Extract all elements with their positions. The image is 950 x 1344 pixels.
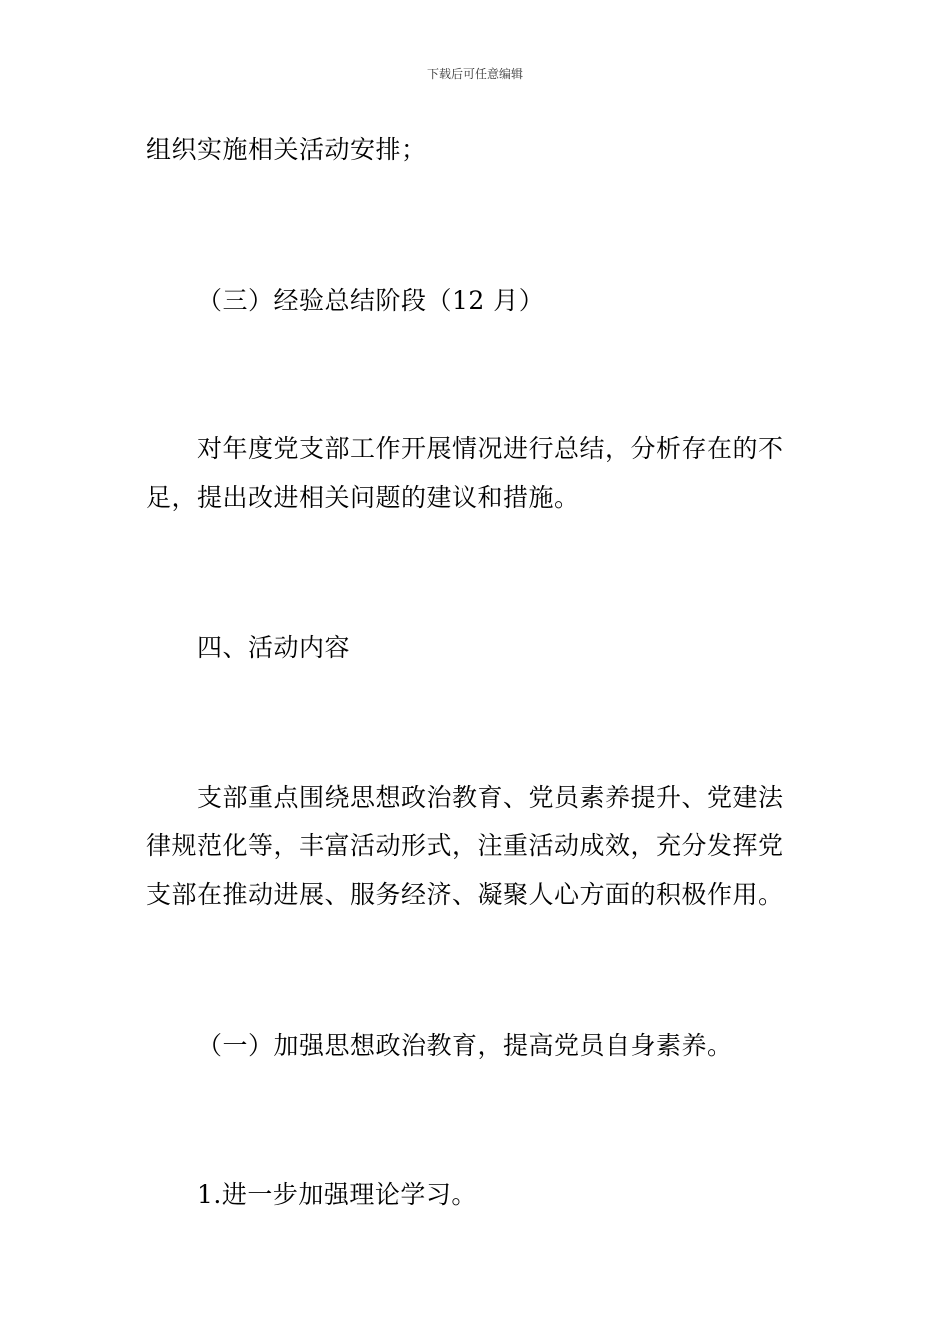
list-item-heading: 1.进一步加强理论学习。 (197, 1180, 477, 1209)
body-line: 组织实施相关活动安排； (146, 135, 427, 164)
paragraph-line: 对年度党支部工作开展情况进行总结，分析存在的不 (197, 434, 784, 463)
paragraph-line: 足，提出改进相关问题的建议和措施。 (146, 483, 580, 512)
paragraph-line: 律规范化等，丰富活动形式，注重活动成效，充分发挥党 (146, 831, 784, 860)
section-heading: （三）经验总结阶段（12 月） (197, 286, 545, 315)
paragraph-line: 支部重点围绕思想政治教育、党员素养提升、党建法 (197, 783, 784, 812)
subsection-heading: （一）加强思想政治教育，提高党员自身素养。 (197, 1031, 733, 1060)
section-heading: 四、活动内容 (197, 633, 351, 662)
page-header: 下载后可任意编辑 (426, 67, 523, 81)
paragraph-line: 支部在推动进展、服务经济、凝聚人心方面的积极作用。 (146, 880, 784, 909)
